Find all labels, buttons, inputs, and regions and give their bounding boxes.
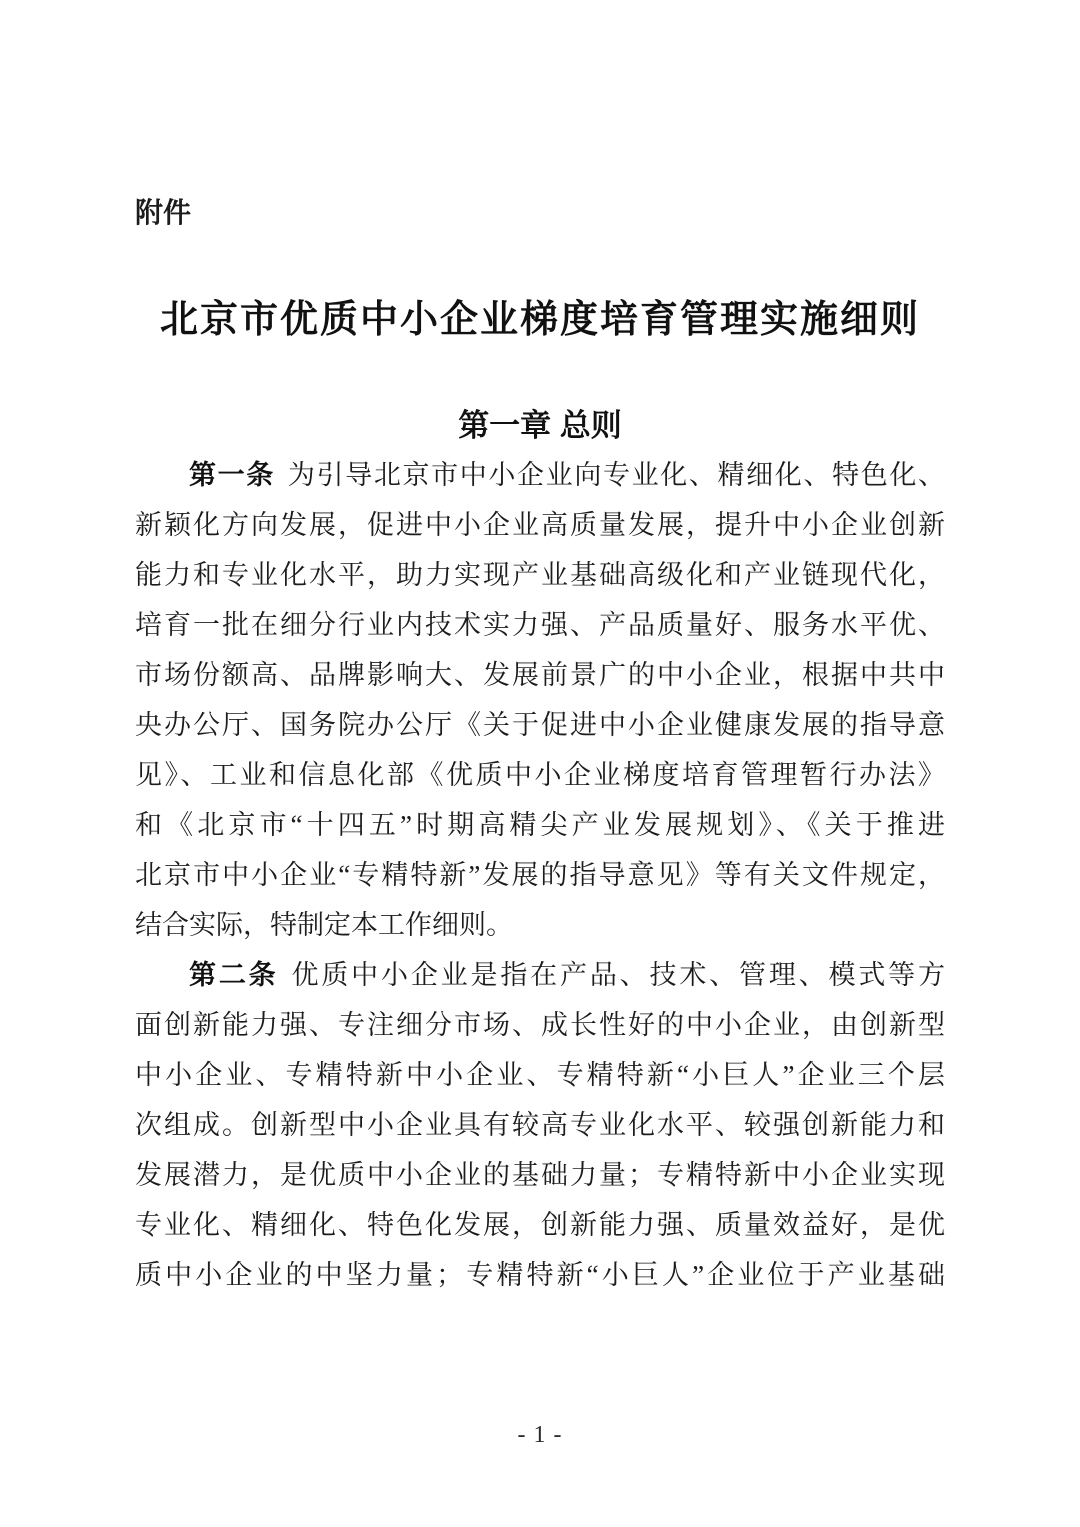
paragraph-line: 新颖化方向发展，促进中小企业高质量发展，提升中小企业创新 <box>135 510 945 540</box>
chapter-heading: 第一章 总则 <box>458 408 622 443</box>
paragraph-line: 结合实际，特制定本工作细则。 <box>135 910 513 940</box>
line-text: 优质中小企业是指在产品、技术、管理、模式等方 <box>291 960 945 990</box>
article-term: 第二条 <box>189 960 279 990</box>
paragraph-line: 和《北京市“十四五”时期高精尖产业发展规划》、《关于推进 <box>135 810 945 840</box>
paragraph-line: 培育一批在细分行业内技术实力强、产品质量好、服务水平优、 <box>135 610 945 640</box>
paragraph-line: 质中小企业的中坚力量；专精特新“小巨人”企业位于产业基础 <box>135 1260 945 1290</box>
page-number: - 1 - <box>517 1422 563 1448</box>
paragraph-line <box>135 950 945 1000</box>
paragraph-line: 市场份额高、品牌影响大、发展前景广的中小企业，根据中共中 <box>135 660 945 690</box>
paragraph-line: 北京市中小企业“专精特新”发展的指导意见》等有关文件规定， <box>135 860 945 890</box>
paragraph-line: 发展潜力，是优质中小企业的基础力量；专精特新中小企业实现 <box>135 1160 945 1190</box>
paragraph-line <box>135 450 945 500</box>
document-title: 北京市优质中小企业梯度培育管理实施细则 <box>159 299 920 341</box>
paragraph-line: 次组成。创新型中小企业具有较高专业化水平、较强创新能力和 <box>135 1110 945 1140</box>
paragraph-line: 中小企业、专精特新中小企业、专精特新“小巨人”企业三个层 <box>135 1060 945 1090</box>
document-body <box>135 450 945 1300</box>
paragraph-line: 央办公厅、国务院办公厅《关于促进中小企业健康发展的指导意 <box>135 710 945 740</box>
paragraph-line: 面创新能力强、专注细分市场、成长性好的中小企业，由创新型 <box>135 1010 945 1040</box>
paragraph-line: 见》、工业和信息化部《优质中小企业梯度培育管理暂行办法》 <box>135 760 945 790</box>
line-text: 为引导北京市中小企业向专业化、精细化、特色化、 <box>287 460 946 490</box>
article-term: 第一条 <box>189 460 275 490</box>
article-2 <box>135 950 945 1300</box>
attachment-label: 附件 <box>135 197 192 228</box>
paragraph-line: 能力和专业化水平，助力实现产业基础高级化和产业链现代化， <box>135 560 945 590</box>
paragraph-line: 专业化、精细化、特色化发展，创新能力强、质量效益好，是优 <box>135 1210 945 1240</box>
article-1 <box>135 450 945 950</box>
